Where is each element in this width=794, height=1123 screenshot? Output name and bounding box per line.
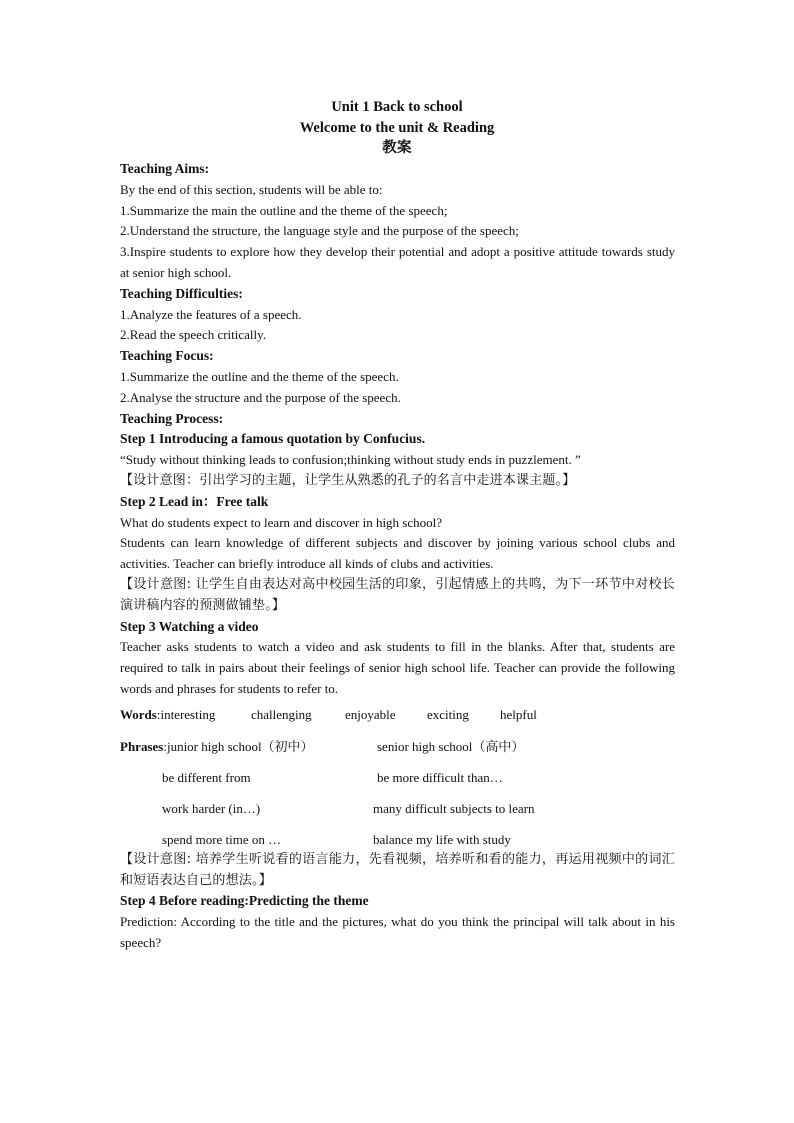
phrase-balance-life: balance my life with study <box>373 831 511 847</box>
aims-item-2: 2.Understand the structure, the language style and the purpose of the speech; <box>120 223 519 239</box>
step2-question: What do students expect to learn and discover in high school? <box>120 514 443 530</box>
word-challenging: challenging <box>251 706 312 722</box>
difficulties-item-2: 2.Read the speech critically. <box>120 327 267 343</box>
word-helpful: helpful <box>500 706 537 722</box>
step1-design-note: 【设计意图：引出学习的主题，让学生从熟悉的孔子的名言中走进本课主题。】 <box>120 472 576 488</box>
lesson-title: Welcome to the unit & Reading <box>299 119 495 136</box>
step3-design-note: 【设计意图: 培养学生听说看的语言能力，先看视频，培养听和看的能力，再运用视频中的词汇和短语表达自己的想法。】 <box>120 851 675 888</box>
step4-heading: Step 4 Before reading:Predicting the theme <box>120 893 369 909</box>
focus-item-1: 1.Summarize the outline and the theme of the speech. <box>120 368 399 384</box>
step2-heading: Step 2 Lead in：Free talk <box>120 493 269 509</box>
step1-heading: Step 1 Introducing a famous quotation by Confucius. <box>120 431 426 447</box>
word-interesting: :interesting <box>156 706 216 722</box>
step1-quote: “Study without thinking leads to confusion;thinking without study ends in puzzlement. ” <box>120 452 581 468</box>
phrase-difficult-subjects: many difficult subjects to learn <box>373 800 535 816</box>
aims-heading: Teaching Aims: <box>120 161 210 176</box>
word-exciting: exciting <box>427 706 469 722</box>
step2-design-note: 【设计意图: 让学生自由表达对高中校园生活的印象，引起情感上的共鸣，为下一环节中对校长演讲稿内容的预测做铺垫。】 <box>120 576 675 613</box>
phrase-work-harder: work harder (in…) <box>162 800 261 816</box>
title-block <box>0 97 794 159</box>
word-enjoyable: enjoyable <box>345 706 396 722</box>
unit-title: Unit 1 Back to school <box>331 99 463 115</box>
process-heading: Teaching Process: <box>120 410 224 426</box>
phrases-label: Phrases <box>120 738 164 754</box>
aims-item-3: 3.Inspire students to explore how they develop their potential and adopt a positive attitude towards study at senior high school. <box>120 244 675 280</box>
words-label: Words <box>120 706 157 722</box>
focus-item-2: 2.Analyse the structure and the purpose of the speech. <box>120 389 401 405</box>
step4-text: Prediction: According to the title and the pictures, what do you think the principal will talk about in his speech? <box>120 914 675 950</box>
plan-label: 教案 <box>382 140 412 156</box>
phrases-row-1 <box>120 731 675 762</box>
phrase-more-difficult: be more difficult than… <box>377 769 503 785</box>
phrase-junior-high: :junior high school（初中） <box>163 738 314 754</box>
phrase-senior-high: senior high school（高中） <box>377 738 525 754</box>
aims-item-1: 1.Summarize the main the outline and the theme of the speech; <box>120 202 448 218</box>
phrases-row-4 <box>120 829 675 850</box>
step3-heading: Step 3 Watching a video <box>120 618 259 634</box>
words-row <box>120 705 675 731</box>
phrases-row-2 <box>120 762 675 793</box>
difficulties-item-1: 1.Analyze the features of a speech. <box>120 306 302 322</box>
step3-text: Teacher asks students to watch a video and ask students to fill in the blanks. After that, students are required to talk in pairs about their feelings of senior high school life. Teacher can provide the following words and phrases for students to refer to. <box>120 639 675 696</box>
phrase-different-from: be different from <box>162 769 251 785</box>
phrases-row-3 <box>120 793 675 824</box>
aims-intro: By the end of this section, students will be able to: <box>120 181 383 197</box>
difficulties-heading: Teaching Difficulties: <box>120 285 243 301</box>
phrase-spend-time: spend more time on … <box>162 831 282 847</box>
step2-text: Students can learn knowledge of different subjects and discover by joining various school clubs and activities. Teacher can briefly introduce all kinds of clubs and activities. <box>120 535 675 572</box>
document-body <box>120 159 675 954</box>
focus-heading: Teaching Focus: <box>120 348 214 364</box>
